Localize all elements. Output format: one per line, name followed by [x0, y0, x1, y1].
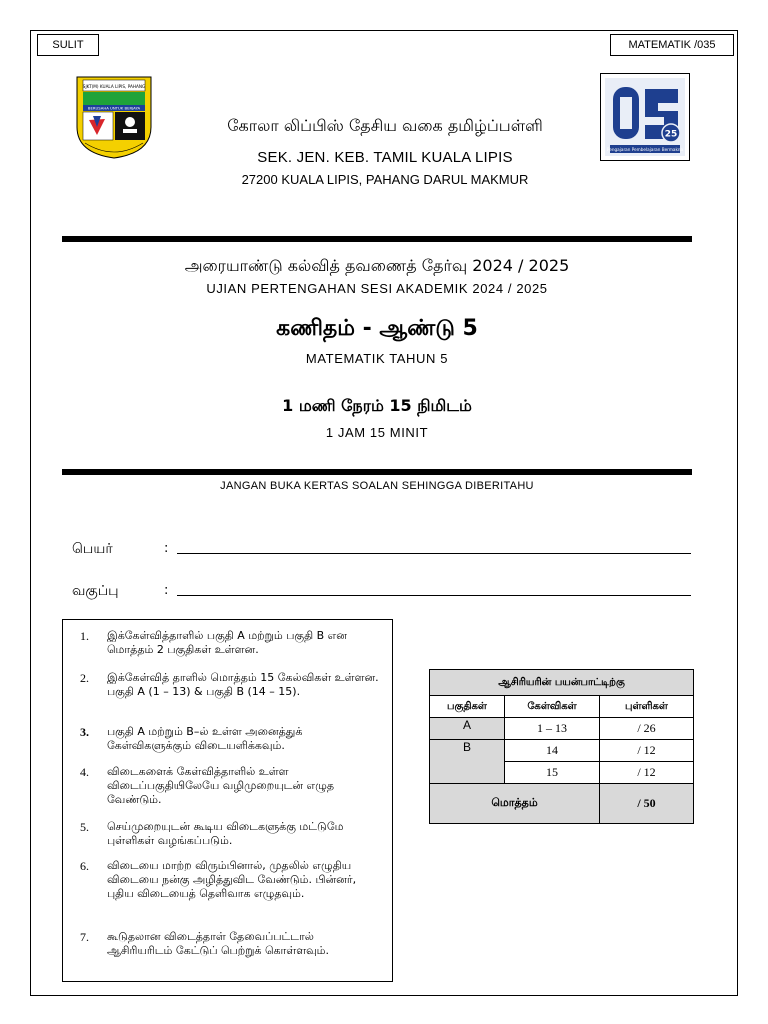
instruction-text: பகுதி A மற்றும் B–ல் உள்ள அனைத்துக் கேள்விகளுக்கும் விடையளிக்கவும். [107, 725, 303, 752]
divider-top [62, 236, 692, 242]
logo-caption: Pengajaran Pembelajaran Bermakna [606, 146, 684, 152]
instruction-text: விடைகளைக் கேள்வித்தாளில் உள்ள விடைப்பகுதியிலேயே வழிமுறையுடன் எழுத வேண்டும். [107, 765, 335, 806]
school-address: 27200 KUALA LIPIS, PAHANG DARUL MAKMUR [241, 172, 529, 187]
exam-title-tamil: அரையாண்டு கல்வித் தவணைத் தேர்வு 2024 / 2025 [184, 256, 570, 275]
marks-cell: / 26 [600, 718, 694, 740]
class-field-label: வகுப்பு [72, 583, 119, 599]
section-cell: B [430, 740, 505, 784]
instruction-number: 1. [80, 629, 89, 643]
instruction-number: 5. [80, 820, 89, 834]
teacher-score-table [429, 669, 694, 824]
instruction-text: கூடுதலான விடைத்தாள் தேவைப்பட்டால் ஆசிரியரிடம் கேட்டுப் பெற்றுக் கொள்ளவும். [107, 930, 330, 957]
table-row [430, 718, 694, 740]
instruction-text: இக்கேள்வித்தாளில் பகுதி A மற்றும் பகுதி B என மொத்தம் 2 பகுதிகள் உள்ளன. [107, 629, 347, 656]
logo-badge-number: 25 [664, 129, 678, 140]
instruction-number: 2. [80, 671, 89, 685]
divider-bottom [62, 469, 692, 475]
table-row [430, 740, 694, 762]
subject-title-malay: MATEMATIK TAHUN 5 [305, 351, 449, 366]
marks-cell: / 12 [600, 762, 694, 784]
col-header-marks: புள்ளிகள் [600, 696, 694, 718]
education-logo [600, 73, 690, 161]
name-field-label: பெயர் [72, 541, 113, 557]
questions-cell: 15 [505, 762, 600, 784]
score-table-title: ஆசிரியரின் பயன்பாட்டிற்கு [430, 670, 694, 696]
instruction-number: 3. [80, 725, 89, 739]
confidential-tag: SULIT [37, 34, 99, 56]
class-field-line[interactable] [177, 595, 691, 596]
col-header-questions: கேள்விகள் [505, 696, 600, 718]
class-field-colon: : [164, 583, 169, 598]
instruction-text: இக்கேள்வித் தாளில் மொத்தம் 15 கேல்விகள் உள்ளன. பகுதி A (1 – 13) & பகுதி B (14 – 15). [107, 671, 379, 698]
instruction-text: விடையை மாற்ற விரும்பினால், முதலில் எழுதிய விடையை நன்கு அழித்துவிட வேண்டும். பின்னர், புதிய விடையைத் தெளிவாக எழுதவும். [107, 859, 357, 900]
name-field-line[interactable] [177, 553, 691, 554]
duration-malay: 1 JAM 15 MINIT [325, 425, 429, 440]
exam-title-malay: UJIAN PERTENGAHAN SESI AKADEMIK 2024 / 2025 [206, 281, 548, 296]
crest-ribbon-text: BERUSAHA UNTUK BERJAYA [87, 105, 141, 111]
col-header-section: பகுதிகள் [430, 696, 505, 718]
instruction-number: 7. [80, 930, 89, 944]
do-not-open-warning: JANGAN BUKA KERTAS SOALAN SEHINGGA DIBERITAHU [220, 480, 534, 492]
total-label: மொத்தம் [430, 784, 600, 824]
duration-tamil: 1 மணி நேரம் 15 நிமிடம் [282, 396, 472, 415]
questions-cell: 14 [505, 740, 600, 762]
school-crest-logo [75, 75, 153, 159]
name-field-colon: : [164, 541, 169, 556]
total-marks: / 50 [600, 784, 694, 824]
instruction-text: செய்முறையுடன் கூடிய விடைகளுக்கு மட்டுமே புள்ளிகள் வழங்கப்படும். [107, 820, 344, 847]
marks-cell: / 12 [600, 740, 694, 762]
section-cell: A [430, 718, 505, 740]
school-name-malay: SEK. JEN. KEB. TAMIL KUALA LIPIS [257, 149, 513, 166]
crest-banner-text: SJKT(M) KUALA LIPIS, PAHANG [82, 84, 146, 89]
instruction-number: 6. [80, 859, 89, 873]
subject-title-tamil: கணிதம் - ஆண்டு 5 [276, 316, 478, 341]
paper-code-tag: MATEMATIK /035 [610, 34, 734, 56]
instruction-number: 4. [80, 765, 89, 779]
questions-cell: 1 – 13 [505, 718, 600, 740]
school-name-tamil: கோலா லிப்பிஸ் தேசிய வகை தமிழ்ப்பள்ளி [227, 116, 543, 135]
